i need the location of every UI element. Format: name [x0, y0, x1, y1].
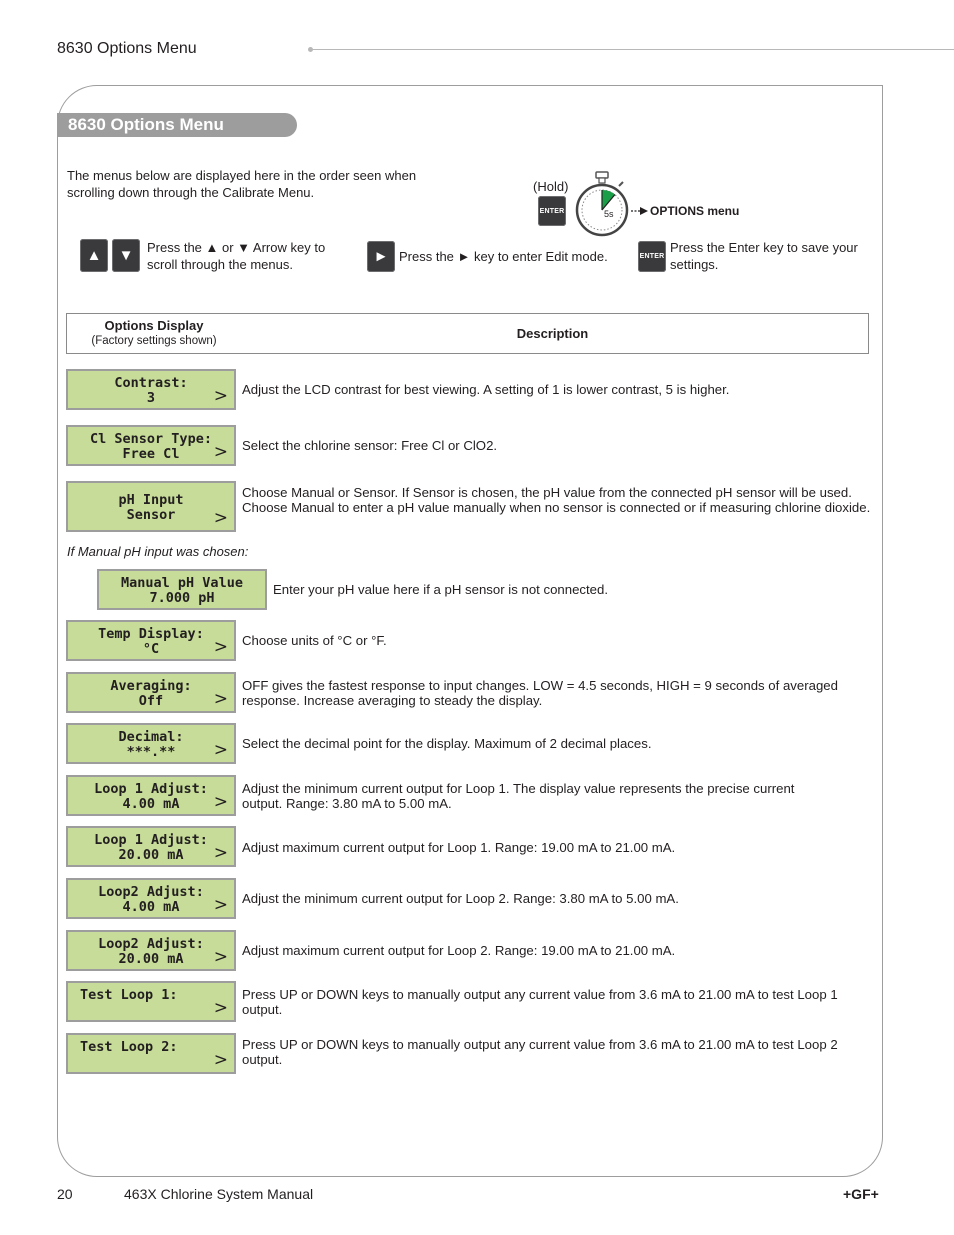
lcd-display	[66, 481, 236, 532]
lcd-line-1: Loop2 Adjust:	[98, 936, 204, 952]
page-number: 20	[57, 1186, 73, 1202]
col-options-display-title: Options Display	[104, 318, 204, 333]
row-description: Adjust maximum current output for Loop 1. Range: 19.00 mA to 21.00 mA.	[242, 840, 676, 855]
lcd-line-2: 4.00 mA	[122, 899, 180, 915]
lcd-line-2: ***.**	[126, 744, 176, 760]
chevron-right-icon: >	[213, 947, 228, 967]
lcd-display	[66, 369, 236, 410]
enter-key-instruction: Press the Enter key to save your settings.	[670, 240, 858, 272]
row-description: Enter your pH value here if a pH sensor is not connected.	[273, 582, 608, 597]
lcd-line-1: Test Loop 1:	[80, 987, 178, 1003]
lcd-line-1: Contrast:	[114, 375, 188, 391]
lcd-line-1: pH Input	[118, 492, 184, 508]
lcd-line-1: Loop 1 Adjust:	[94, 781, 208, 797]
row-description: Adjust the minimum current output for Loop 1. The display value represents the precise current output. Range: 3.80 mA to 5.00 mA.	[242, 781, 795, 811]
lcd-line-2: 20.00 mA	[118, 951, 184, 967]
row-description: Press UP or DOWN keys to manually output any current value from 3.6 mA to 21.00 mA to test Loop 1 output.	[242, 987, 838, 1017]
row-description: Adjust the LCD contrast for best viewing. A setting of 1 is lower contrast, 5 is higher.	[242, 382, 730, 397]
lcd-display	[66, 425, 236, 466]
enter-key-label: ENTER	[539, 207, 565, 215]
up-arrow-glyph: ▲	[86, 247, 102, 264]
lcd-display	[66, 826, 236, 867]
row-description: Adjust the minimum current output for Loop 2. Range: 3.80 mA to 5.00 mA.	[242, 891, 679, 906]
enter-key-icon	[638, 241, 666, 272]
lcd-line-2: 4.00 mA	[122, 796, 180, 812]
chevron-right-icon: >	[213, 740, 228, 760]
lcd-line-1: Temp Display:	[98, 626, 204, 642]
lcd-display	[66, 1033, 236, 1074]
chevron-right-icon: >	[213, 637, 228, 657]
down-arrow-glyph: ▼	[118, 247, 134, 264]
manual-ph-note: If Manual pH input was chosen:	[67, 544, 249, 559]
lcd-line-1: Loop 1 Adjust:	[94, 832, 208, 848]
page-header-title: 8630 Options Menu	[57, 40, 197, 57]
lcd-line-2: Off	[138, 693, 164, 709]
lcd-line-1: Test Loop 2:	[80, 1039, 178, 1055]
row-description: Select the decimal point for the display. Maximum of 2 decimal places.	[242, 736, 652, 751]
header-rule	[310, 49, 954, 50]
col-options-display-subtitle: (Factory settings shown)	[91, 335, 217, 347]
row-description: Press UP or DOWN keys to manually output any current value from 3.6 mA to 21.00 mA to test Loop 2 output.	[242, 1037, 838, 1067]
lcd-display	[97, 569, 267, 610]
lcd-line-1: Averaging:	[110, 678, 192, 694]
row-description: Choose units of °C or °F.	[242, 633, 387, 648]
chevron-right-icon: >	[213, 386, 228, 406]
enter-key-glyph: ENTER	[639, 253, 665, 260]
lcd-line-2: 3	[146, 390, 156, 406]
chevron-right-icon: >	[213, 843, 228, 863]
chevron-right-icon: >	[213, 508, 228, 528]
lcd-line-2: 20.00 mA	[118, 847, 184, 863]
lcd-line-2: Free Cl	[122, 446, 180, 462]
right-key-instruction: Press the ► key to enter Edit mode.	[399, 249, 608, 264]
chevron-right-icon: >	[213, 998, 228, 1018]
lcd-display	[66, 723, 236, 764]
chevron-right-icon: >	[213, 689, 228, 709]
stopwatch-icon	[572, 170, 632, 238]
chevron-right-icon: >	[213, 442, 228, 462]
lcd-display	[66, 775, 236, 816]
row-description: Adjust maximum current output for Loop 2. Range: 19.00 mA to 21.00 mA.	[242, 943, 676, 958]
lcd-display	[66, 672, 236, 713]
row-description: Choose Manual or Sensor. If Sensor is chosen, the pH value from the connected pH sensor will be used. Choose Manual to enter a pH value manually when no sensor is connected or if measuring chlorine dioxide.	[242, 485, 871, 515]
down-arrow-key-icon	[112, 239, 140, 272]
chevron-right-icon: >	[213, 792, 228, 812]
lcd-display	[66, 878, 236, 919]
timer-label: 5s	[604, 209, 614, 219]
lcd-line-1: Manual pH Value	[121, 575, 243, 591]
lcd-display	[66, 981, 236, 1022]
lcd-line-1: Loop2 Adjust:	[98, 884, 204, 900]
arrow-right-icon	[631, 206, 649, 216]
lcd-line-2: Sensor	[126, 507, 176, 523]
chevron-right-icon: >	[213, 895, 228, 915]
lcd-line-1: Decimal:	[118, 729, 184, 745]
lcd-display	[66, 930, 236, 971]
brand-logo: +GF+	[843, 1186, 879, 1202]
right-arrow-glyph: ►	[373, 248, 389, 265]
right-arrow-key-icon	[367, 241, 395, 272]
arrow-key-instruction: Press the ▲ or ▼ Arrow key to scroll through the menus.	[147, 240, 326, 272]
options-menu-label: OPTIONS menu	[650, 204, 740, 218]
lcd-line-1: Cl Sensor Type:	[90, 431, 212, 447]
lcd-line-2: 7.000 pH	[149, 590, 215, 606]
section-title: 8630 Options Menu	[57, 113, 297, 137]
lcd-line-2: °C	[142, 641, 160, 657]
manual-title: 463X Chlorine System Manual	[124, 1186, 314, 1202]
hold-label: (Hold)	[533, 179, 569, 194]
intro-text: The menus below are displayed here in the order seen when scrolling down through the Calibrate Menu.	[67, 168, 417, 200]
row-description: Select the chlorine sensor: Free Cl or ClO2.	[242, 438, 498, 453]
col-description-title: Description	[516, 326, 589, 341]
chevron-right-icon: >	[213, 1050, 228, 1070]
enter-key-hold	[538, 196, 566, 226]
row-description: OFF gives the fastest response to input changes. LOW = 4.5 seconds, HIGH = 9 seconds of averaged response. Increase averaging to steady the display.	[242, 678, 838, 708]
lcd-display	[66, 620, 236, 661]
up-arrow-key-icon	[80, 239, 108, 272]
